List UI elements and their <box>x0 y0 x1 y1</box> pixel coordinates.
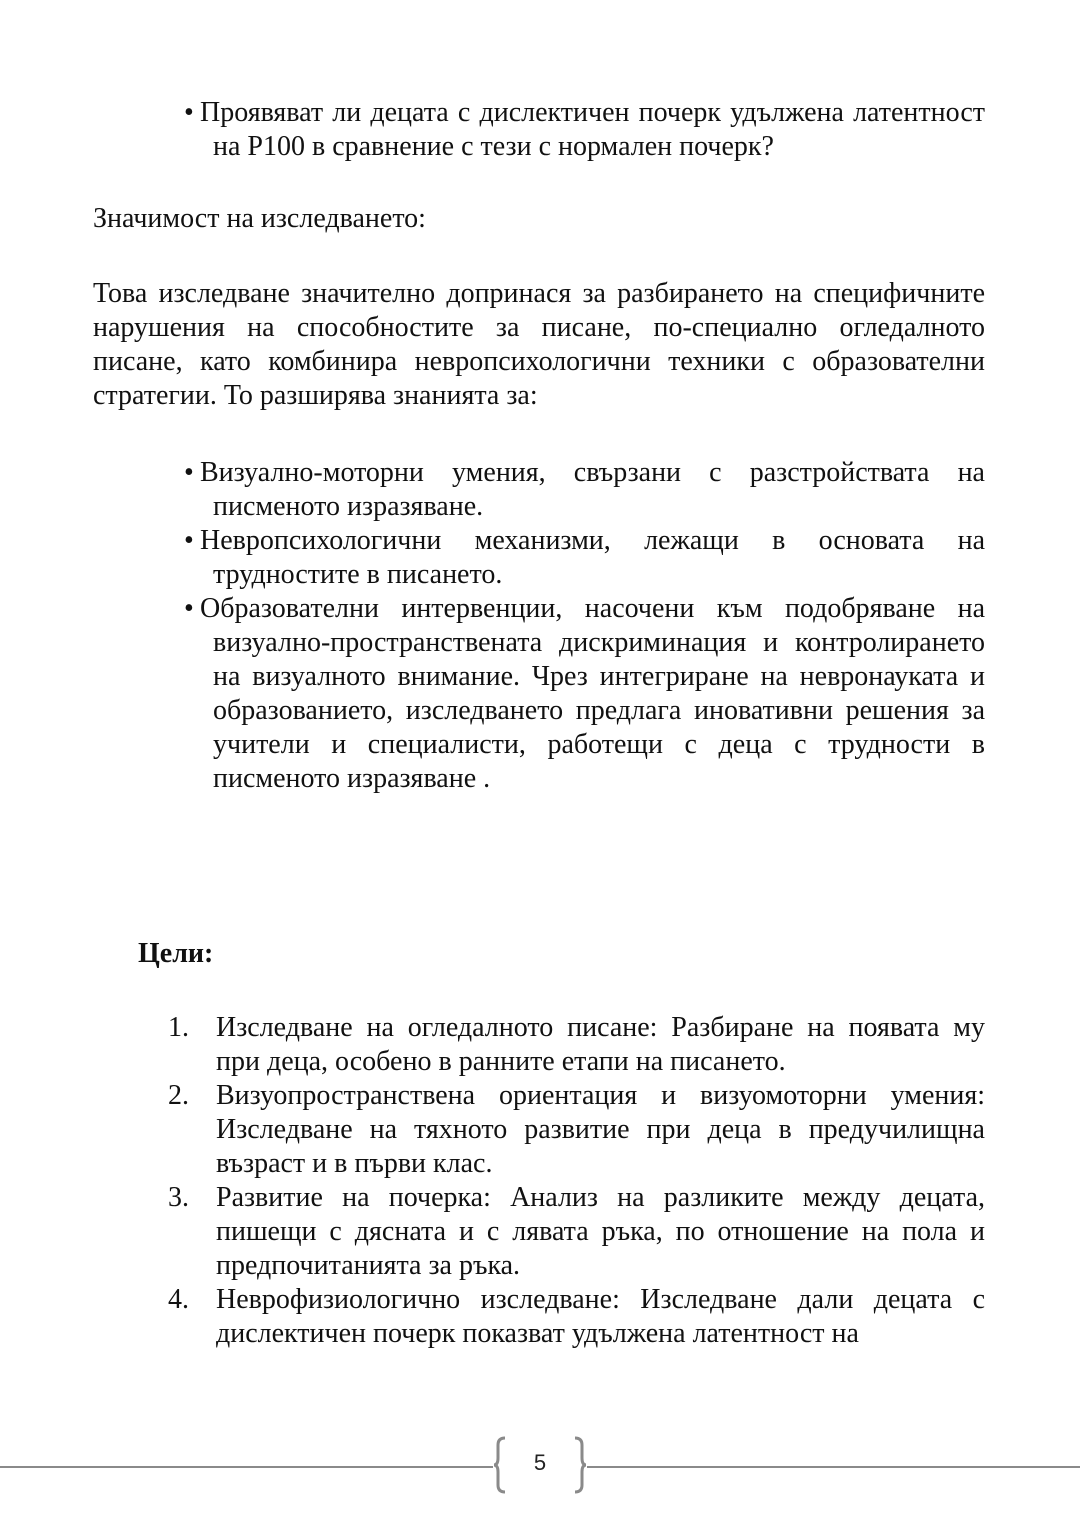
bullet-item <box>168 524 985 592</box>
goal-text: Визуопространствена ориентация и визуомоторни умения: Изследване на тяхното развитие при деца в предучилищна възраст и в първи клас. <box>216 1080 985 1179</box>
bullet-item <box>168 96 985 164</box>
goal-text: Развитие на почерка: Анализ на разликите между децата, пишещи с дясната и с лявата ръка, по отношение на пола и предпочитанията за ръка. <box>216 1182 985 1281</box>
goal-number: 1. <box>168 1012 189 1043</box>
goal-number: 2. <box>168 1080 189 1111</box>
bullet-dot-icon: • <box>184 457 194 488</box>
goal-item <box>168 1283 985 1351</box>
bullet-text: Визуално-моторни умения, свързани с разстройствата на писменото изразяване. <box>200 457 985 522</box>
right-brace-icon <box>573 1436 587 1494</box>
bullet-item <box>168 592 985 796</box>
significance-paragraph: Това изследване значително допринася за разбирането на специфичните нарушения на способностите за писане, по-специално огледалното писане, като комбинира невропсихологични техники с образователни стратегии. То разширява знанията за: <box>93 278 985 411</box>
bullet-text: Невропсихологични механизми, лежащи в основата на трудностите в писането. <box>200 525 985 590</box>
goal-text: Изследване на огледалното писане: Разбиране на появата му при деца, особено в ранните етапи на писането. <box>216 1012 985 1077</box>
goal-item <box>168 1181 985 1283</box>
bullet-text: Проявяват ли децата с дислектичен почерк удължена латентност на P100 в сравнение с тези с нормален почерк? <box>200 97 985 162</box>
goals-heading: Цели: <box>138 938 214 969</box>
goals-list <box>168 1011 985 1351</box>
page-number: 5 <box>533 1450 547 1475</box>
goal-number: 3. <box>168 1182 189 1213</box>
goal-item <box>168 1079 985 1181</box>
significance-bullet-list <box>168 456 985 796</box>
bullet-dot-icon: • <box>184 97 194 128</box>
goal-number: 4. <box>168 1284 189 1315</box>
left-brace-icon <box>493 1436 507 1494</box>
bullet-text: Образователни интервенции, насочени към подобряване на визуално-пространствената дискриминация и контролирането на визуалното внимание. Чрез интегриране на невронауката и образованието, изследването предлага иновативни решения за учители и специалисти, работещи с деца с трудности в писменото изразяване . <box>200 593 985 794</box>
research-question-list <box>168 96 985 164</box>
footer-rule-left <box>0 1466 493 1468</box>
bullet-dot-icon: • <box>184 525 194 556</box>
footer-rule-right <box>587 1466 1080 1468</box>
bullet-item <box>168 456 985 524</box>
significance-heading: Значимост на изследването: <box>93 203 426 234</box>
goal-text: Неврофизиологично изследване: Изследване дали децата с дислектичен почерк показват удължена латентност на <box>216 1284 985 1349</box>
bullet-dot-icon: • <box>184 593 194 624</box>
goal-item <box>168 1011 985 1079</box>
